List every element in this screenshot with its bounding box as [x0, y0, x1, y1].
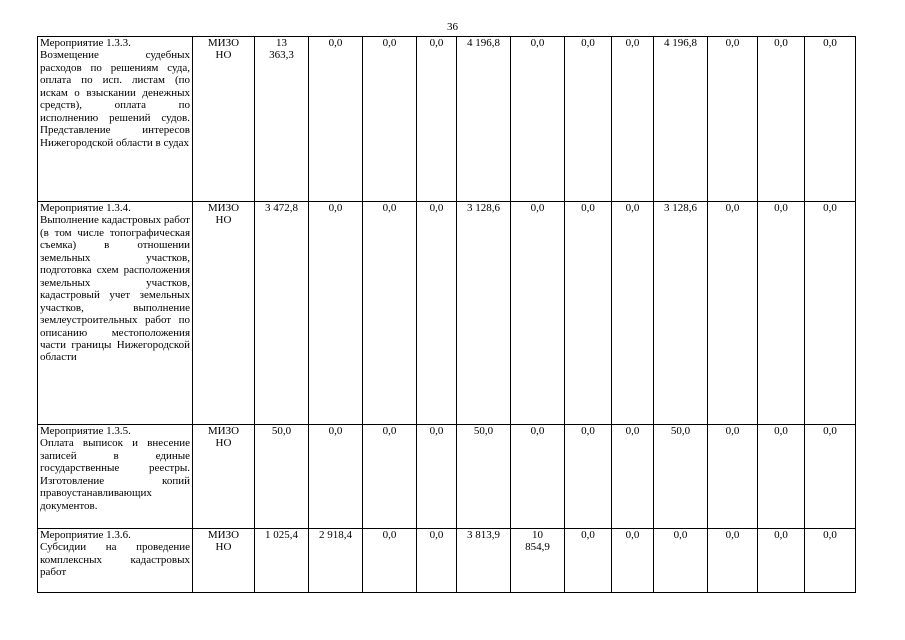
value-cell: 0,0: [758, 425, 805, 529]
value-cell: 2 918,4: [309, 529, 363, 593]
value-cell: 0,0: [417, 202, 457, 425]
value-cell: 4 196,8: [654, 37, 708, 202]
executor-cell: МИЗО НО: [193, 529, 255, 593]
value-cell: 0,0: [612, 37, 654, 202]
value-cell: 0,0: [511, 202, 565, 425]
value-cell: 0,0: [309, 202, 363, 425]
value-cell: 0,0: [417, 529, 457, 593]
value-cell: 0,0: [363, 37, 417, 202]
value-cell: 0,0: [565, 529, 612, 593]
value-cell: 0,0: [708, 202, 758, 425]
value-cell: 10 854,9: [511, 529, 565, 593]
page-number: 36: [447, 21, 458, 33]
value-cell: 13 363,3: [255, 37, 309, 202]
executor-cell: МИЗО НО: [193, 202, 255, 425]
value-cell: 3 813,9: [457, 529, 511, 593]
executor-cell: МИЗО НО: [193, 37, 255, 202]
value-cell: 0,0: [565, 425, 612, 529]
table-row: [38, 37, 856, 202]
value-cell: 1 025,4: [255, 529, 309, 593]
value-cell: 0,0: [654, 529, 708, 593]
value-cell: 0,0: [758, 529, 805, 593]
value-cell: 0,0: [417, 37, 457, 202]
budget-table: [37, 36, 856, 593]
value-cell: 0,0: [511, 37, 565, 202]
value-cell: 0,0: [511, 425, 565, 529]
value-cell: 50,0: [654, 425, 708, 529]
value-cell: 50,0: [457, 425, 511, 529]
table-row: [38, 425, 856, 529]
value-cell: 0,0: [309, 425, 363, 529]
value-cell: 0,0: [708, 37, 758, 202]
executor-cell: МИЗО НО: [193, 425, 255, 529]
value-cell: 0,0: [565, 37, 612, 202]
value-cell: 3 128,6: [457, 202, 511, 425]
value-cell: 0,0: [758, 202, 805, 425]
measure-description: Мероприятие 1.3.4. Выполнение кадастровых работ (в том числе топографическая съемка) в отношении земельных участков, подготовка схем расположения земельных участков, кадастровый учет земельных участков, выполнение землеустроительных работ по описанию местоположения части границы Нижегородской области: [38, 202, 193, 425]
measure-description: Мероприятие 1.3.3. Возмещение судебных расходов по решениям суда, оплата по исп. листам (по искам о взыскании денежных средств), оплата по исполнению решений судов. Представление интересов Нижегородской области в судах: [38, 37, 193, 202]
value-cell: 0,0: [805, 425, 856, 529]
value-cell: 3 128,6: [654, 202, 708, 425]
value-cell: 50,0: [255, 425, 309, 529]
value-cell: 0,0: [708, 425, 758, 529]
value-cell: 0,0: [612, 529, 654, 593]
value-cell: 0,0: [805, 529, 856, 593]
value-cell: 0,0: [612, 202, 654, 425]
value-cell: 0,0: [805, 202, 856, 425]
measure-description: Мероприятие 1.3.5. Оплата выписок и внесение записей в единые государственные реестры. Изготовление копий правоустанавливающих документов.: [38, 425, 193, 529]
value-cell: 4 196,8: [457, 37, 511, 202]
value-cell: 0,0: [758, 37, 805, 202]
value-cell: 0,0: [363, 529, 417, 593]
value-cell: 0,0: [309, 37, 363, 202]
table-row: [38, 529, 856, 593]
value-cell: 0,0: [565, 202, 612, 425]
value-cell: 0,0: [805, 37, 856, 202]
value-cell: 3 472,8: [255, 202, 309, 425]
value-cell: 0,0: [363, 202, 417, 425]
value-cell: 0,0: [612, 425, 654, 529]
measure-description: Мероприятие 1.3.6. Субсидии на проведение комплексных кадастровых работ: [38, 529, 193, 593]
value-cell: 0,0: [708, 529, 758, 593]
value-cell: 0,0: [363, 425, 417, 529]
value-cell: 0,0: [417, 425, 457, 529]
table-row: [38, 202, 856, 425]
